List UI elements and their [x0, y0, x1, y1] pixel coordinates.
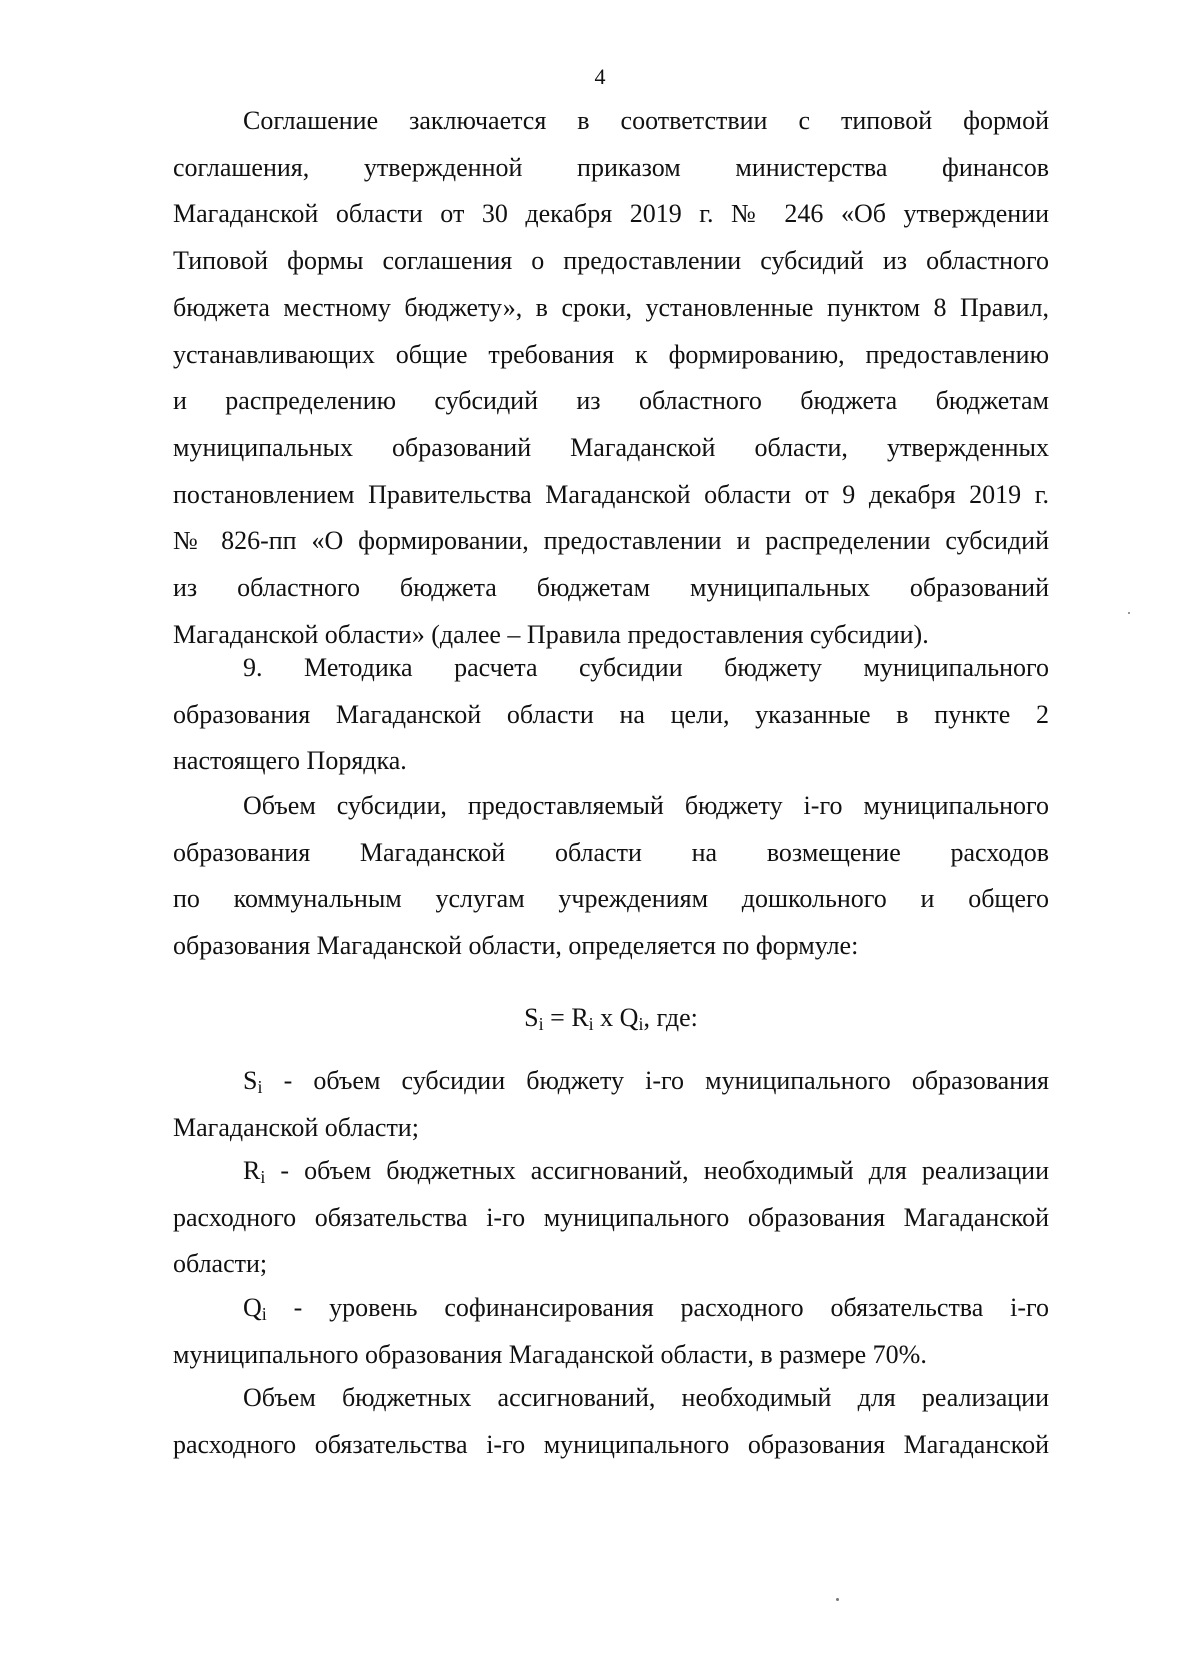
definition-r	[173, 1148, 1049, 1288]
symbol-s: S	[243, 1066, 258, 1095]
text-line: Объем бюджетных ассигнований, необходимый для реализации	[243, 1383, 1049, 1412]
text-line: муниципального образования Магаданской области, в размере 70%.	[173, 1339, 927, 1369]
formula-eq: =	[543, 1003, 572, 1032]
text-line: Типовой формы соглашения о предоставлении субсидий из областного	[173, 246, 1049, 276]
symbol-q: Q	[243, 1293, 262, 1322]
text-line: расходного обязательства i-го муниципального образования Магаданской	[173, 1429, 1049, 1459]
text-line: бюджета местному бюджету», в сроки, установленные пунктом 8 Правил,	[173, 292, 1049, 322]
text-line: образования Магаданской области на цели, указанные в пункте 2	[173, 699, 1049, 729]
formula-sub: i	[538, 1014, 544, 1034]
formula-times: x	[593, 1003, 620, 1032]
text-line: настоящего Порядка.	[173, 746, 407, 776]
definition-text: - уровень софинансирования расходного обязательства i-го	[266, 1293, 1049, 1322]
text-line: образования Магаданской области, определяется по формуле:	[173, 931, 859, 961]
symbol-sub: i	[257, 1077, 263, 1097]
formula-r: R	[571, 1003, 589, 1032]
text-line: Магаданской области от 30 декабря 2019 г. № 246 «Об утверждении	[173, 199, 1049, 229]
formula	[173, 995, 1049, 1042]
formula-s: S	[524, 1003, 539, 1032]
formula-q: Q	[619, 1003, 639, 1032]
definition-text: - объем бюджетных ассигнований, необходимый для реализации	[265, 1156, 1049, 1185]
scan-speck	[1128, 612, 1130, 614]
symbol-r: R	[243, 1156, 261, 1185]
text-line: соглашения, утвержденной приказом министерства финансов	[173, 152, 1049, 182]
text-line: устанавливающих общие требования к формированию, предоставлению	[173, 339, 1049, 369]
text-line: и распределению субсидий из областного бюджета бюджетам	[173, 386, 1049, 416]
paragraph-budget-allocations	[173, 1375, 1049, 1468]
text-line: муниципальных образований Магаданской области, утвержденных	[173, 432, 1049, 462]
text-line: образования Магаданской области на возмещение расходов	[173, 837, 1049, 867]
definition-q	[173, 1285, 1049, 1378]
paragraph-item-9	[173, 645, 1049, 785]
text-line: Соглашение заключается в соответствии с типовой формой	[243, 106, 1049, 135]
text-line: 9. Методика расчета субсидии бюджету муниципального	[243, 653, 1049, 682]
formula-sub: i	[638, 1014, 644, 1034]
definition-text: - объем субсидии бюджету i-го муниципального образования	[262, 1066, 1049, 1095]
symbol-sub: i	[261, 1304, 267, 1324]
text-line: Объем субсидии, предоставляемый бюджету i-го муниципального	[243, 791, 1049, 820]
text-line: по коммунальным услугам учреждениям дошкольного и общего	[173, 884, 1049, 914]
text-line: постановлением Правительства Магаданской области от 9 декабря 2019 г.	[173, 479, 1049, 509]
paragraph-subsidy-volume	[173, 783, 1049, 970]
text-line: № 826-пп «О формировании, предоставлении и распределении субсидий	[173, 526, 1049, 556]
text-line: расходного обязательства i-го муниципального образования Магаданской	[173, 1202, 1049, 1232]
definition-s	[173, 1058, 1049, 1151]
text-line: Магаданской области;	[173, 1112, 419, 1142]
symbol-sub: i	[260, 1167, 266, 1187]
page-number: 4	[594, 64, 606, 89]
scan-speck	[836, 1598, 839, 1601]
text-line: из областного бюджета бюджетам муниципальных образований	[173, 573, 1049, 603]
text-line	[173, 1285, 1049, 1332]
paragraph-agreement	[173, 98, 1049, 658]
text-line: области;	[173, 1249, 268, 1279]
text-line: Магаданской области» (далее – Правила предоставления субсидии).	[173, 619, 929, 649]
text-line	[173, 1058, 1049, 1105]
formula-tail: , где:	[643, 1003, 698, 1032]
text-line	[173, 1148, 1049, 1195]
formula-sub: i	[588, 1014, 594, 1034]
